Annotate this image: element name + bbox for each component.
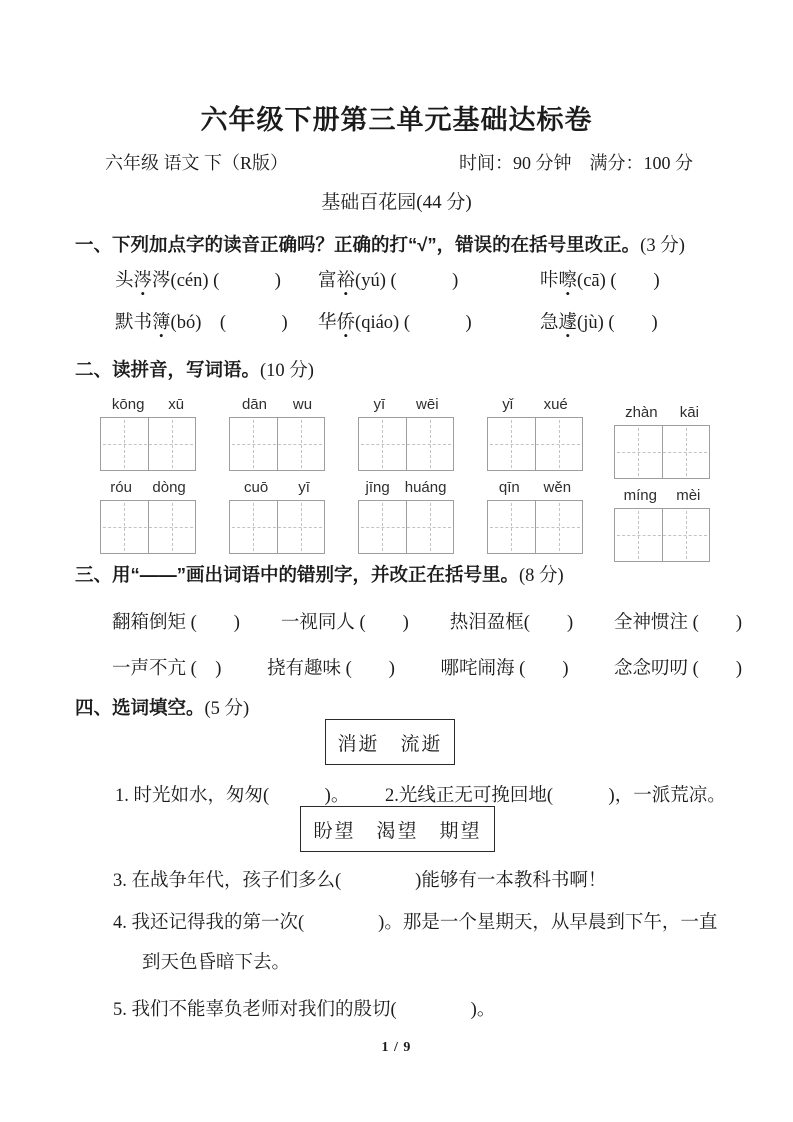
q3-item: 翻箱倒矩 ( ) xyxy=(112,613,240,633)
pinyin-word-block xyxy=(100,479,196,554)
pinyin-syllable: wěn xyxy=(543,479,572,496)
pinyin-syllable: dān xyxy=(241,396,267,413)
q2-header-text: 二、读拼音，写词语。 xyxy=(75,359,261,380)
q3-row xyxy=(112,608,742,634)
pinyin-syllable: míng xyxy=(623,487,657,504)
time-score-info: 时间：90 分钟 满分：100 分 xyxy=(459,153,693,173)
pinyin-syllable: xué xyxy=(543,396,568,413)
grid-cell xyxy=(230,501,277,553)
writing-grid xyxy=(358,417,454,471)
pinyin-word-block xyxy=(229,479,325,554)
q1-item xyxy=(115,308,288,334)
pinyin-syllable: yǐ xyxy=(502,396,514,413)
pinyin-label xyxy=(358,479,454,496)
section-banner: 基础百花园(44 分) xyxy=(321,192,472,213)
word-bank-box: 盼望 渴望 期望 xyxy=(300,806,495,852)
q4-sentence-4-cont: 到天色昏暗下去。 xyxy=(142,953,291,973)
pinyin-word-block xyxy=(487,479,583,554)
pinyin-syllable: róu xyxy=(110,479,132,496)
q1-item-post: (cā) ( ) xyxy=(577,271,660,291)
grid-cell xyxy=(488,418,535,470)
grid-cell xyxy=(615,509,662,561)
q2-score: (10 分) xyxy=(260,361,314,381)
pinyin-syllable: wēi xyxy=(416,396,439,413)
q3-header-text: 三、用“——”画出词语中的错别字，并改正在括号里。 xyxy=(75,564,520,585)
pinyin-label xyxy=(358,396,454,413)
q1-item xyxy=(318,308,472,334)
q1-item xyxy=(540,308,658,334)
q1-item-pre: 急 xyxy=(540,313,559,333)
q4-sentence-3: 3. 在战争年代，孩子们多么( )能够有一本教科书啊！ xyxy=(113,871,607,891)
q3-item: 热泪盈框( ) xyxy=(449,613,574,633)
pinyin-word-block xyxy=(100,396,196,471)
dotted-char: 簿 xyxy=(152,313,171,333)
q1-item xyxy=(115,266,281,292)
pinyin-syllable: zhàn xyxy=(625,404,658,421)
writing-grid xyxy=(487,500,583,554)
pinyin-syllable: yī xyxy=(373,396,386,413)
q1-item-post: 涔(cén) ( ) xyxy=(152,271,281,291)
pinyin-syllable: huáng xyxy=(404,479,447,496)
dotted-char: 涔 xyxy=(133,271,153,291)
dotted-char: 嚓 xyxy=(558,271,578,291)
q1-header xyxy=(75,231,685,257)
pinyin-word-block xyxy=(358,479,454,554)
pinyin-word-block xyxy=(614,404,710,479)
grid-cell xyxy=(148,418,196,470)
q1-item-post: (qiáo) ( ) xyxy=(355,313,472,333)
grid-cell xyxy=(359,418,406,470)
pinyin-syllable: wu xyxy=(292,396,313,413)
grid-cell xyxy=(148,501,196,553)
word-bank-box: 消逝 流逝 xyxy=(325,719,455,765)
dotted-char: 遽 xyxy=(558,313,578,333)
pinyin-syllable: dòng xyxy=(152,479,186,496)
q4-header-text: 四、选词填空。 xyxy=(75,697,205,718)
q1-item-post: (yú) ( ) xyxy=(355,271,459,291)
pinyin-syllable: cuō xyxy=(244,479,269,496)
q1-item-pre: 咔 xyxy=(540,271,559,291)
q1-item-pre: 默书 xyxy=(115,313,153,333)
q1-item-pre: 头 xyxy=(115,271,134,291)
grid-cell xyxy=(230,418,277,470)
q4-score: (5 分) xyxy=(204,699,250,719)
writing-grid xyxy=(229,417,325,471)
q1-item-pre: 华 xyxy=(318,313,337,333)
pinyin-label xyxy=(229,479,325,496)
grid-cell xyxy=(662,426,710,478)
grid-cell xyxy=(101,418,148,470)
grid-cell xyxy=(359,501,406,553)
q3-item: 全神惯注 ( ) xyxy=(614,613,742,633)
grid-cell xyxy=(662,509,710,561)
writing-grid xyxy=(614,425,710,479)
dotted-char: 裕 xyxy=(336,271,356,291)
q3-header xyxy=(75,561,564,587)
pinyin-syllable: yī xyxy=(298,479,310,496)
pinyin-label xyxy=(100,396,196,413)
writing-grid xyxy=(614,508,710,562)
q3-item: 一声不亢 ( ) xyxy=(112,659,222,679)
grid-cell xyxy=(488,501,535,553)
pinyin-label xyxy=(229,396,325,413)
q1-score: (3 分) xyxy=(640,236,685,256)
grid-cell xyxy=(535,501,583,553)
pinyin-label xyxy=(100,479,196,496)
writing-grid xyxy=(100,500,196,554)
writing-grid xyxy=(100,417,196,471)
grid-cell xyxy=(101,501,148,553)
grid-cell xyxy=(406,501,454,553)
q1-item-post: (jù) ( ) xyxy=(577,313,658,333)
pinyin-word-block xyxy=(358,396,454,471)
pinyin-label xyxy=(487,396,583,413)
pinyin-word-block xyxy=(229,396,325,471)
q2-header xyxy=(75,356,314,382)
pinyin-syllable: mèi xyxy=(676,487,701,504)
pinyin-syllable: kōng xyxy=(111,396,145,413)
pinyin-syllable: qīn xyxy=(498,479,520,496)
q1-item xyxy=(318,266,458,292)
writing-grid xyxy=(358,500,454,554)
q4-sentence-2: 2.光线正无可挽回地( )，一派荒凉。 xyxy=(385,786,726,806)
q3-score: (8 分) xyxy=(519,566,564,586)
q3-item: 念念叨叨 ( ) xyxy=(614,659,742,679)
grid-cell xyxy=(615,426,662,478)
pinyin-syllable: kāi xyxy=(679,404,699,421)
q3-item: 哪咤闹海 ( ) xyxy=(440,659,569,679)
page-number: 1 / 9 xyxy=(381,1040,412,1055)
grid-cell xyxy=(277,418,325,470)
grid-cell xyxy=(277,501,325,553)
pinyin-label xyxy=(487,479,583,496)
q3-item: 挠有趣味 ( ) xyxy=(267,659,395,679)
pinyin-syllable: xū xyxy=(168,396,185,413)
grid-cell xyxy=(535,418,583,470)
q1-item-post: (bó) ( ) xyxy=(170,313,288,333)
writing-grid xyxy=(229,500,325,554)
pinyin-label xyxy=(614,404,710,421)
writing-grid xyxy=(487,417,583,471)
q3-row xyxy=(112,654,742,680)
q1-header-text: 一、下列加点字的读音正确吗？正确的打“√”，错误的在括号里改正。 xyxy=(75,234,641,255)
page-title: 六年级下册第三单元基础达标卷 xyxy=(200,105,593,135)
pinyin-label xyxy=(614,487,710,504)
q4-header xyxy=(75,694,249,720)
grid-cell xyxy=(406,418,454,470)
q4-sentence-5: 5. 我们不能辜负老师对我们的殷切( )。 xyxy=(113,1000,496,1020)
q4-sentence-4: 4. 我还记得我的第一次( )。那是一个星期天，从早晨到下午，一直 xyxy=(113,913,718,933)
q1-item xyxy=(540,266,660,292)
q1-item-pre: 富 xyxy=(318,271,337,291)
q4-sentence-1: 1. 时光如水，匆匆( )。 xyxy=(115,786,350,806)
dotted-char: 侨 xyxy=(336,313,356,333)
course-info: 六年级 语文 下（R版） xyxy=(105,153,289,173)
q3-item: 一视同人 ( ) xyxy=(280,613,409,633)
pinyin-syllable: jīng xyxy=(365,479,390,496)
pinyin-word-block xyxy=(614,487,710,562)
pinyin-word-block xyxy=(487,396,583,471)
